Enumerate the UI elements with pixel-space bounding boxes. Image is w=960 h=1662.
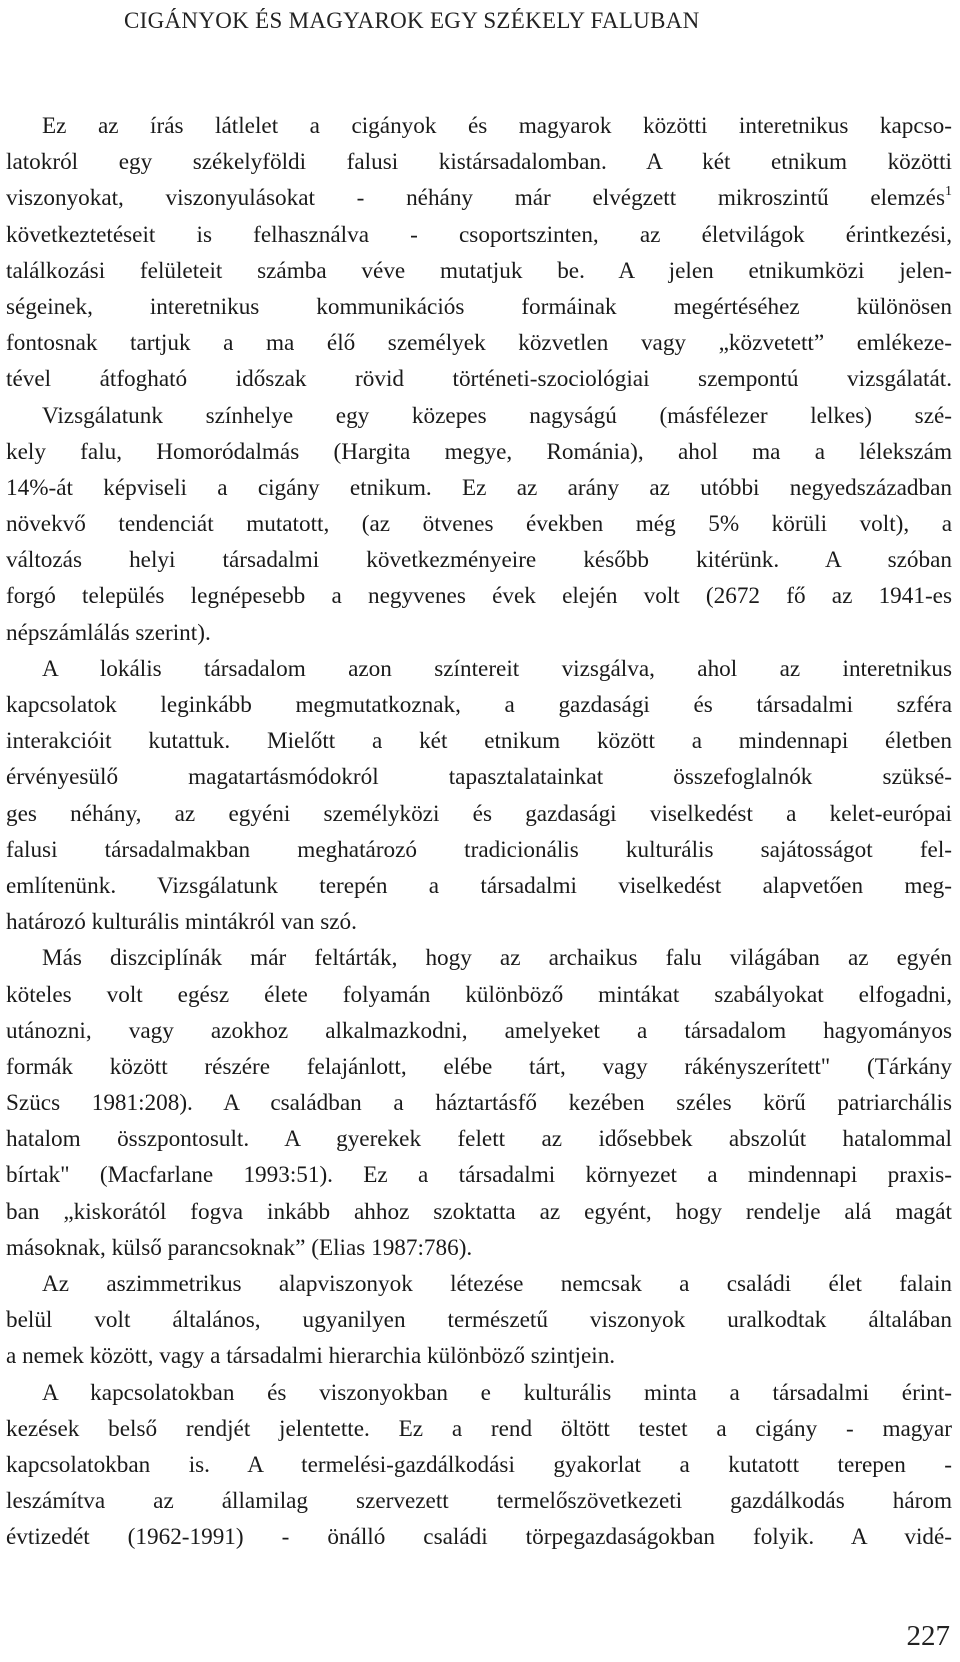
line-text: találkozási felületeit számba véve mutatjuk be. A jelen etnikumközi jelen- — [6, 257, 952, 284]
line-text: évtizedét (1962-1991) - önálló családi törpegazdaságokban folyik. A vidé- — [6, 1524, 952, 1551]
text-line — [6, 796, 952, 832]
text-line — [6, 940, 952, 976]
line-text: Más diszciplínák már feltárták, hogy az archaikus falu világában az egyén — [42, 945, 952, 972]
text-line — [6, 651, 952, 687]
line-text: falusi társadalmakban meghatározó tradicionális kulturális sajátosságot fel- — [6, 836, 952, 863]
line-text: növekvő tendenciát mutatott, (az ötvenes években még 5% körüli volt), a — [6, 511, 952, 538]
text-line — [6, 325, 952, 361]
line-text: a nemek között, vagy a társadalmi hierarchia különböző szintjein. — [6, 1343, 616, 1370]
text-line — [6, 361, 952, 397]
line-text: interakcióit kutattuk. Mielőtt a két etnikum között a mindennapi életben — [6, 728, 952, 755]
text-line — [6, 1049, 952, 1085]
running-head: CIGÁNYOK ÉS MAGYAROK EGY SZÉKELY FALUBAN — [124, 8, 700, 33]
body-text — [6, 108, 952, 1556]
text-line — [6, 1519, 952, 1555]
line-text: említenünk. Vizsgálatunk terepén a társadalmi viselkedést alapvetően meg- — [6, 872, 952, 899]
text-line — [6, 180, 952, 216]
line-text: viszonyokat, viszonyulásokat - néhány már elvégzett mikroszintű elemzés — [6, 185, 945, 212]
page-number: 227 — [906, 1620, 950, 1652]
text-line — [6, 108, 952, 144]
text-line — [6, 253, 952, 289]
line-text: fontosnak tartjuk a ma élő személyek közvetlen vagy „közvetett” emlékeze- — [6, 330, 952, 357]
text-line — [6, 542, 952, 578]
line-text: változás helyi társadalmi következményeire később kitérünk. A szóban — [6, 547, 952, 574]
text-line — [6, 1483, 952, 1519]
line-text: ségeinek, interetnikus kommunikációs formáinak megértéséhez különösen — [6, 293, 952, 320]
text-line — [6, 289, 952, 325]
text-line — [6, 1157, 952, 1193]
text-line — [6, 1411, 952, 1447]
text-line — [6, 1338, 952, 1374]
text-line — [6, 578, 952, 614]
line-text: forgó település legnépesebb a negyvenes évek elején volt (2672 fő az 1941-es — [6, 583, 952, 610]
text-line — [6, 832, 952, 868]
footnote-marker[interactable]: 1 — [945, 184, 952, 200]
text-line — [6, 904, 952, 940]
line-text: utánozni, vagy azokhoz alkalmazkodni, amelyeket a társadalom hagyományos — [6, 1017, 952, 1044]
line-text: határozó kulturális mintákról van szó. — [6, 909, 357, 936]
line-text: Vizsgálatunk színhelye egy közepes nagyságú (másfélezer lelkes) szé- — [42, 402, 952, 429]
text-line — [6, 759, 952, 795]
line-text: latokról egy székelyföldi falusi kistársadalomban. A két etnikum közötti — [6, 149, 952, 176]
text-line — [6, 144, 952, 180]
line-text: másoknak, külső parancsoknak” (Elias 1987:786). — [6, 1234, 473, 1261]
text-line — [6, 506, 952, 542]
line-text: Ez az írás látlelet a cigányok és magyarok közötti interetnikus kapcso- — [42, 113, 952, 139]
line-text: A lokális társadalom azon színtereit vizsgálva, ahol az interetnikus — [42, 655, 952, 682]
line-text: belül volt általános, ugyanilyen természetű viszonyok uralkodtak általában — [6, 1307, 952, 1334]
text-line — [6, 687, 952, 723]
text-line — [6, 1230, 952, 1266]
text-line — [6, 1121, 952, 1157]
text-line — [6, 1302, 952, 1338]
line-text: következtetéseit is felhasználva - csoportszinten, az életvilágok érintkezési, — [6, 221, 952, 248]
line-text: A kapcsolatokban és viszonyokban e kulturális minta a társadalmi érint- — [42, 1379, 952, 1406]
line-text: hatalom összpontosult. A gyerekek felett az idősebbek abszolút hatalommal — [6, 1126, 952, 1153]
line-text: kely falu, Homoródalmás (Hargita megye, Románia), ahol ma a lélekszám — [6, 438, 952, 465]
text-line — [6, 1375, 952, 1411]
line-text: kapcsolatok leginkább megmutatkoznak, a gazdasági és társadalmi szféra — [6, 692, 952, 718]
line-text: köteles volt egész élete folyamán különböző mintákat szabályokat elfogadni, — [6, 981, 952, 1008]
line-text: Szücs 1981:208). A családban a háztartásfő kezében széles körű patriarchális — [6, 1090, 952, 1117]
line-text: bírtak" (Macfarlane 1993:51). Ez a társadalmi környezet a mindennapi praxis- — [6, 1162, 952, 1189]
text-line — [6, 977, 952, 1013]
line-text: formák között részére felajánlott, elébe tárt, vagy rákényszerített" (Tárkány — [6, 1053, 952, 1080]
text-line — [6, 615, 952, 651]
line-text: tével átfogható időszak rövid történeti-szociológiai szempontú vizsgálatát. — [6, 366, 952, 393]
text-line — [6, 1013, 952, 1049]
line-text: Az aszimmetrikus alapviszonyok létezése nemcsak a családi élet falain — [42, 1271, 952, 1297]
text-line — [6, 470, 952, 506]
line-text: népszámlálás szerint). — [6, 619, 211, 646]
line-text: kezések belső rendjét jelentette. Ez a rend öltött testet a cigány - magyar — [6, 1415, 952, 1442]
text-line — [6, 868, 952, 904]
text-line — [6, 1085, 952, 1121]
line-text: leszámítva az államilag szervezett termelőszövetkezeti gazdálkodás három — [6, 1488, 952, 1515]
line-text: 14%-át képviseli a cigány etnikum. Ez az arány az utóbbi negyedszázadban — [6, 474, 952, 501]
line-text: ban „kiskorától fogva inkább ahhoz szoktatta az egyént, hogy rendelje alá magát — [6, 1198, 952, 1225]
line-text: kapcsolatokban is. A termelési-gazdálkodási gyakorlat a kutatott terepen - — [6, 1451, 952, 1478]
line-text: ges néhány, az egyéni személyközi és gazdasági viselkedést a kelet-európai — [6, 800, 952, 827]
text-line — [6, 1194, 952, 1230]
text-line — [6, 723, 952, 759]
text-line — [6, 1447, 952, 1483]
text-line — [6, 1266, 952, 1302]
text-line — [6, 398, 952, 434]
text-line — [6, 434, 952, 470]
text-line — [6, 217, 952, 253]
line-text: érvényesülő magatartásmódokról tapasztalatainkat összefoglalnók szüksé- — [6, 764, 952, 791]
